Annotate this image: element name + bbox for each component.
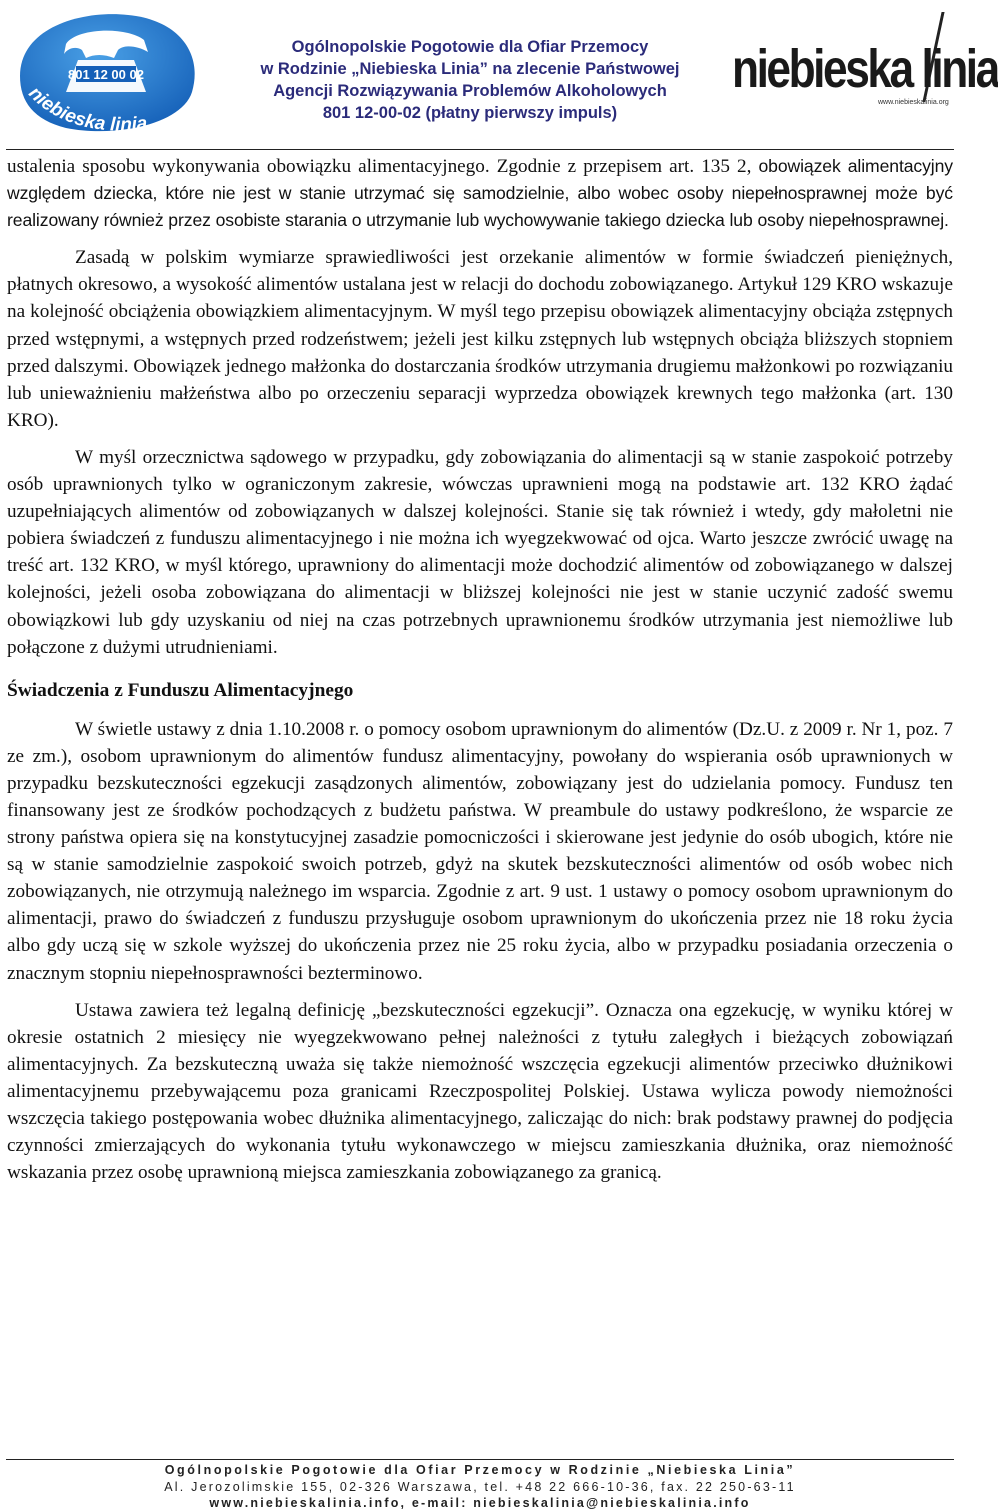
paragraph-1-lead: ustalenia sposobu wykonywania obowiązku alimentacyjnego. Zgodnie z przepisem art. 135 2, <box>7 156 752 177</box>
document-body <box>7 153 953 1186</box>
paragraph-1-rest: obowiązek alimentacyjny względem dziecka, które nie jest w stanie utrzymać się samodzielnie, albo wobec osoby niepełnosprawnej może być realizowany również przez osobiste starania o utrzymanie lub wychowywanie takiego dziecka lub osoby niepełnosprawnej. <box>7 156 953 231</box>
section-heading: Świadczenia z Funduszu Alimentacyjnego <box>7 679 354 701</box>
paragraph-3: W myśl orzecznictwa sądowego w przypadku, gdy zobowiązania do alimentacji są w stanie zaspokoić potrzeby osób uprawnionych tylko w ograniczonym zakresie, wówczas uprawnieni mogą na podstawie art. 132 KRO żądać uzupełniających alimentów od zobowiązanych w dalszej kolejności. Stanie się tak również i wtedy, gdy małoletni nie pobiera świadczeń z funduszu alimentacyjnego i nie można ich wyegzekwować od ojca. Warto jeszcze zwrócić uwagę na treść art. 132 KRO, w myśl którego, uprawniony do alimentacji może dochodzić alimentów od zobowiązanego w dalszej kolejności, jeżeli osoba zobowiązana do alimentacji w bliższej kolejności nie jest w stanie uczynić zadość swemu obowiązkowi lub gdy uzyskaniu od niej na czas potrzebnych uprawnionemu środków utrzymania jest niemożliwe lub połączone z dużymi utrudnieniami. <box>7 446 953 658</box>
footer-address: Al. Jerozolimskie 155, 02-326 Warszawa, tel. +48 22 666-10-36, fax. 22 250-63-11 <box>164 1479 796 1494</box>
footer-org: Ogólnopolskie Pogotowie dla Ofiar Przemocy w Rodzinie „Niebieska Linia” <box>164 1463 796 1477</box>
phone-badge: 801 12 00 02 <box>68 67 144 82</box>
footer-divider <box>6 1459 954 1460</box>
brand-url: www.niebieskalinia.org <box>878 99 949 106</box>
brand-wordmark: niebieska linia <box>732 39 998 99</box>
header-divider <box>6 149 954 150</box>
org-line-1: Ogólnopolskie Pogotowie dla Ofiar Przemocy <box>291 38 649 56</box>
niebieska-linia-phone-logo <box>6 6 206 142</box>
paragraph-2: Zasadą w polskim wymiarze sprawiedliwości jest orzekanie alimentów w formie świadczeń pieniężnych, płatnych okresowo, a wysokość alimentów ustalana jest w relacji do dochodu zobowiązanego. Artykuł 129 KRO wskazuje na kolejność obciążenia obowiązkiem alimentacyjnym. W myśl tego przepisu obowiązek alimentacyjny obciąża zstępnych przed wstępnymi, a wstępnych przed rodzeństwem; jeżeli jest kilku zstępnych lub wstępnych obciąża bliższych stopniem przed dalszymi. Obowiązek jednego małżonka do dostarczania środków utrzymania drugiemu małżonkowi po rozwiązaniu lub unieważnieniu małżeństwa albo po orzeczeniu separacji wyprzedza obowiązek krewnych tego małżonka (art. 130 KRO). <box>7 247 953 431</box>
niebieska-linia-brand-logo <box>732 4 998 114</box>
page-header <box>0 0 998 148</box>
org-line-2: w Rodzinie „Niebieska Linia” na zlecenie Państwowej <box>260 60 680 78</box>
logo-arc-text: niebieska linia <box>24 82 149 136</box>
page-footer <box>0 1462 960 1512</box>
footer-contact: www.niebieskalinia.info, e-mail: niebieskalinia@niebieskalinia.info <box>209 1496 751 1510</box>
paragraph-1 <box>7 153 953 234</box>
org-info <box>210 36 730 124</box>
paragraph-4: W świetle ustawy z dnia 1.10.2008 r. o pomocy osobom uprawnionym do alimentów (Dz.U. z 2009 r. Nr 1, poz. 7 ze zm.), osobom uprawnionym do alimentów fundusz alimentacyjny, powołany do wspierania osób uprawnionych w przypadku bezskuteczności egzekucji zasądzonych alimentów, zobowiązany jest do udzielania pomocy. Fundusz ten finansowany jest ze środków pochodzących z budżetu państwa. W preambule do ustawy podkreślono, że wsparcie ze strony państwa opiera się na konstytucyjnej zasadzie pomocniczości i skierowane jest jedynie do osób ubogich, które nie są w stanie samodzielnie zaspokoić swoich potrzeb, gdyż na skutek bezskuteczności alimentów od osób wobec nich zobowiązanych, nie otrzymują należnego im wsparcia. Zgodnie z art. 9 ust. 1 ustawy o pomocy osobom uprawnionym do alimentacji, prawo do świadczeń z funduszu przysługuje osobom uprawnionym do ukończenia przez nie 18 roku życia albo gdy uczą się w szkole wyższej do ukończenia przez nie 25 roku życia, albo w przypadku posiadania orzeczenia o znacznym stopniu niepełnosprawności bezterminowo. <box>7 718 953 984</box>
org-line-4: 801 12-00-02 (płatny pierwszy impuls) <box>322 104 618 122</box>
org-line-3: Agencji Rozwiązywania Problemów Alkoholowych <box>273 82 667 100</box>
paragraph-5: Ustawa zawiera też legalną definicję „bezskuteczności egzekucji”. Oznacza ona egzekucję, w wyniku której w okresie ostatnich 2 miesięcy nie wyegzekwowano pełnej należności z tytułu zaległych i bieżących zobowiązań alimentacyjnych. Za bezskuteczną uważa się także niemożność wszczęcia egzekucji alimentów przeciwko dłużnikowi alimentacyjnemu przebywającemu poza granicami Rzeczpospolitej Polskiej. Ustawa wylicza powody niemożności wszczęcia takiego postępowania wobec dłużnika alimentacyjnego, zaliczając do nich: brak podstawy prawnej do podjęcia czynności zmierzających do wykonania tytułu wykonawczego w miejscu zamieszkania dłużnika, oraz niemożność wskazania przez osobę uprawnioną miejsca zamieszkania zobowiązanego za granicą. <box>7 999 953 1184</box>
